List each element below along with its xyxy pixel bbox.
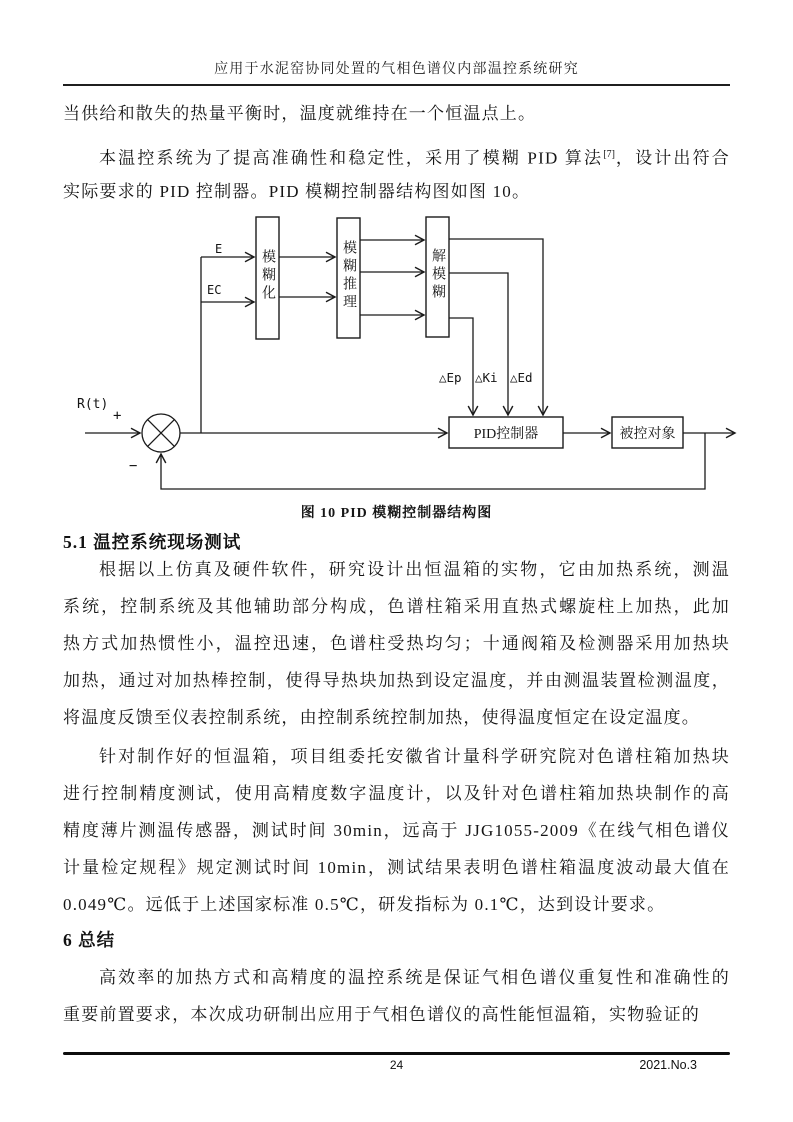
- paragraph-2-text-cont: ，设计出符合: [614, 148, 730, 168]
- fuzzy-inference-label: 模糊推理: [341, 240, 356, 312]
- paragraph-4-line: 进行控制精度测试，使用高精度数字温度计，以及针对色谱柱箱加热块制作的高: [63, 784, 730, 803]
- paragraph-2-line-2: 实际要求的 PID 控制器。PID 模糊控制器结构图如图 10。: [63, 182, 531, 201]
- citation-7: [7]: [603, 149, 615, 160]
- paragraph-2-line-1: [63, 136, 730, 173]
- pid-controller-label: PID控制器: [473, 427, 539, 442]
- paragraph-4-line: 精度薄片测温传感器，测试时间 30min，远高于 JJG1055-2009《在线气相色谱仪: [63, 821, 730, 840]
- paragraph-3-line: 系统，控制系统及其他辅助部分构成，色谱柱箱采用直热式螺旋柱上加热，此加: [63, 597, 730, 616]
- paragraph-5-line: 高效率的加热方式和高精度的温控系统是保证气相色谱仪重复性和准确性的: [99, 968, 730, 987]
- page-number: 24: [389, 1058, 404, 1072]
- fuzzifier-label: 模糊化: [260, 249, 275, 303]
- issue-label: 2021.No.3: [639, 1058, 697, 1072]
- figure-caption: 图 10 PID 模糊控制器结构图: [300, 506, 493, 521]
- paragraph-3-line: 根据以上仿真及硬件软件，研究设计出恒温箱的实物，它由加热系统，测温: [99, 560, 730, 579]
- section-6-heading: 6 总结: [63, 930, 116, 950]
- paragraph-1: [63, 95, 730, 132]
- paragraph-5-line: 重要前置要求，本次成功研制出应用于气相色谱仪的高性能恒温箱，实物验证的: [63, 1005, 700, 1024]
- figure-10-diagram: [63, 212, 743, 504]
- delta-ep-label: △Ep: [439, 370, 462, 385]
- minus-sign: −: [129, 458, 138, 474]
- paragraph-2: [63, 136, 730, 210]
- defuzzifier-label: 解模糊: [430, 248, 445, 302]
- summing-junction: [142, 414, 180, 452]
- delta-ep-line: [449, 318, 473, 415]
- paragraph-2-text: 本温控系统为了提高准确性和稳定性，采用了模糊 PID 算法: [99, 148, 604, 168]
- delta-ki-line: [449, 273, 508, 415]
- delta-ed-label: △Ed: [510, 370, 533, 385]
- paragraph-4: [63, 738, 730, 923]
- header-rule: [63, 84, 730, 86]
- paragraph-4-line: 针对制作好的恒温箱，项目组委托安徽省计量科学研究院对色谱柱箱加热块: [99, 747, 730, 766]
- paragraph-4-line: 计量检定规程》规定测试时间 10min，测试结果表明色谱柱箱温度波动最大值在: [63, 858, 730, 877]
- paragraph-3-line: 加热，通过对加热棒控制，使得导热块加热到设定温度，并由测温装置检测温度，: [63, 671, 730, 690]
- section-5-1-heading: 5.1 温控系统现场测试: [63, 532, 242, 552]
- plus-sign: +: [113, 408, 122, 424]
- running-head-title: 应用于水泥窑协同处置的气相色谱仪内部温控系统研究: [214, 62, 579, 77]
- paragraph-3-line: 热方式加热惯性小，温控迅速，色谱柱受热均匀；十通阀箱及检测器采用加热块: [63, 634, 730, 653]
- delta-ed-line: [449, 239, 543, 415]
- paragraph-5: [63, 959, 730, 1033]
- paragraph-4-line: 0.049℃。远低于上述国家标准 0.5℃，研发指标为 0.1℃，达到设计要求。: [63, 895, 666, 914]
- paragraph-3-line: 将温度反馈至仪表控制系统，由控制系统控制加热，使得温度恒定在设定温度。: [63, 708, 700, 727]
- paragraph-3: [63, 551, 730, 736]
- controlled-object-label: 被控对象: [619, 427, 676, 442]
- ec-signal-label: EC: [207, 283, 222, 297]
- setpoint-label: R(t): [77, 397, 109, 412]
- footer-rule: [63, 1052, 730, 1055]
- paragraph-1-line: 当供给和散失的热量平衡时，温度就维持在一个恒温点上。: [63, 104, 537, 123]
- e-signal-label: E: [215, 242, 223, 256]
- delta-ki-label: △Ki: [475, 370, 498, 385]
